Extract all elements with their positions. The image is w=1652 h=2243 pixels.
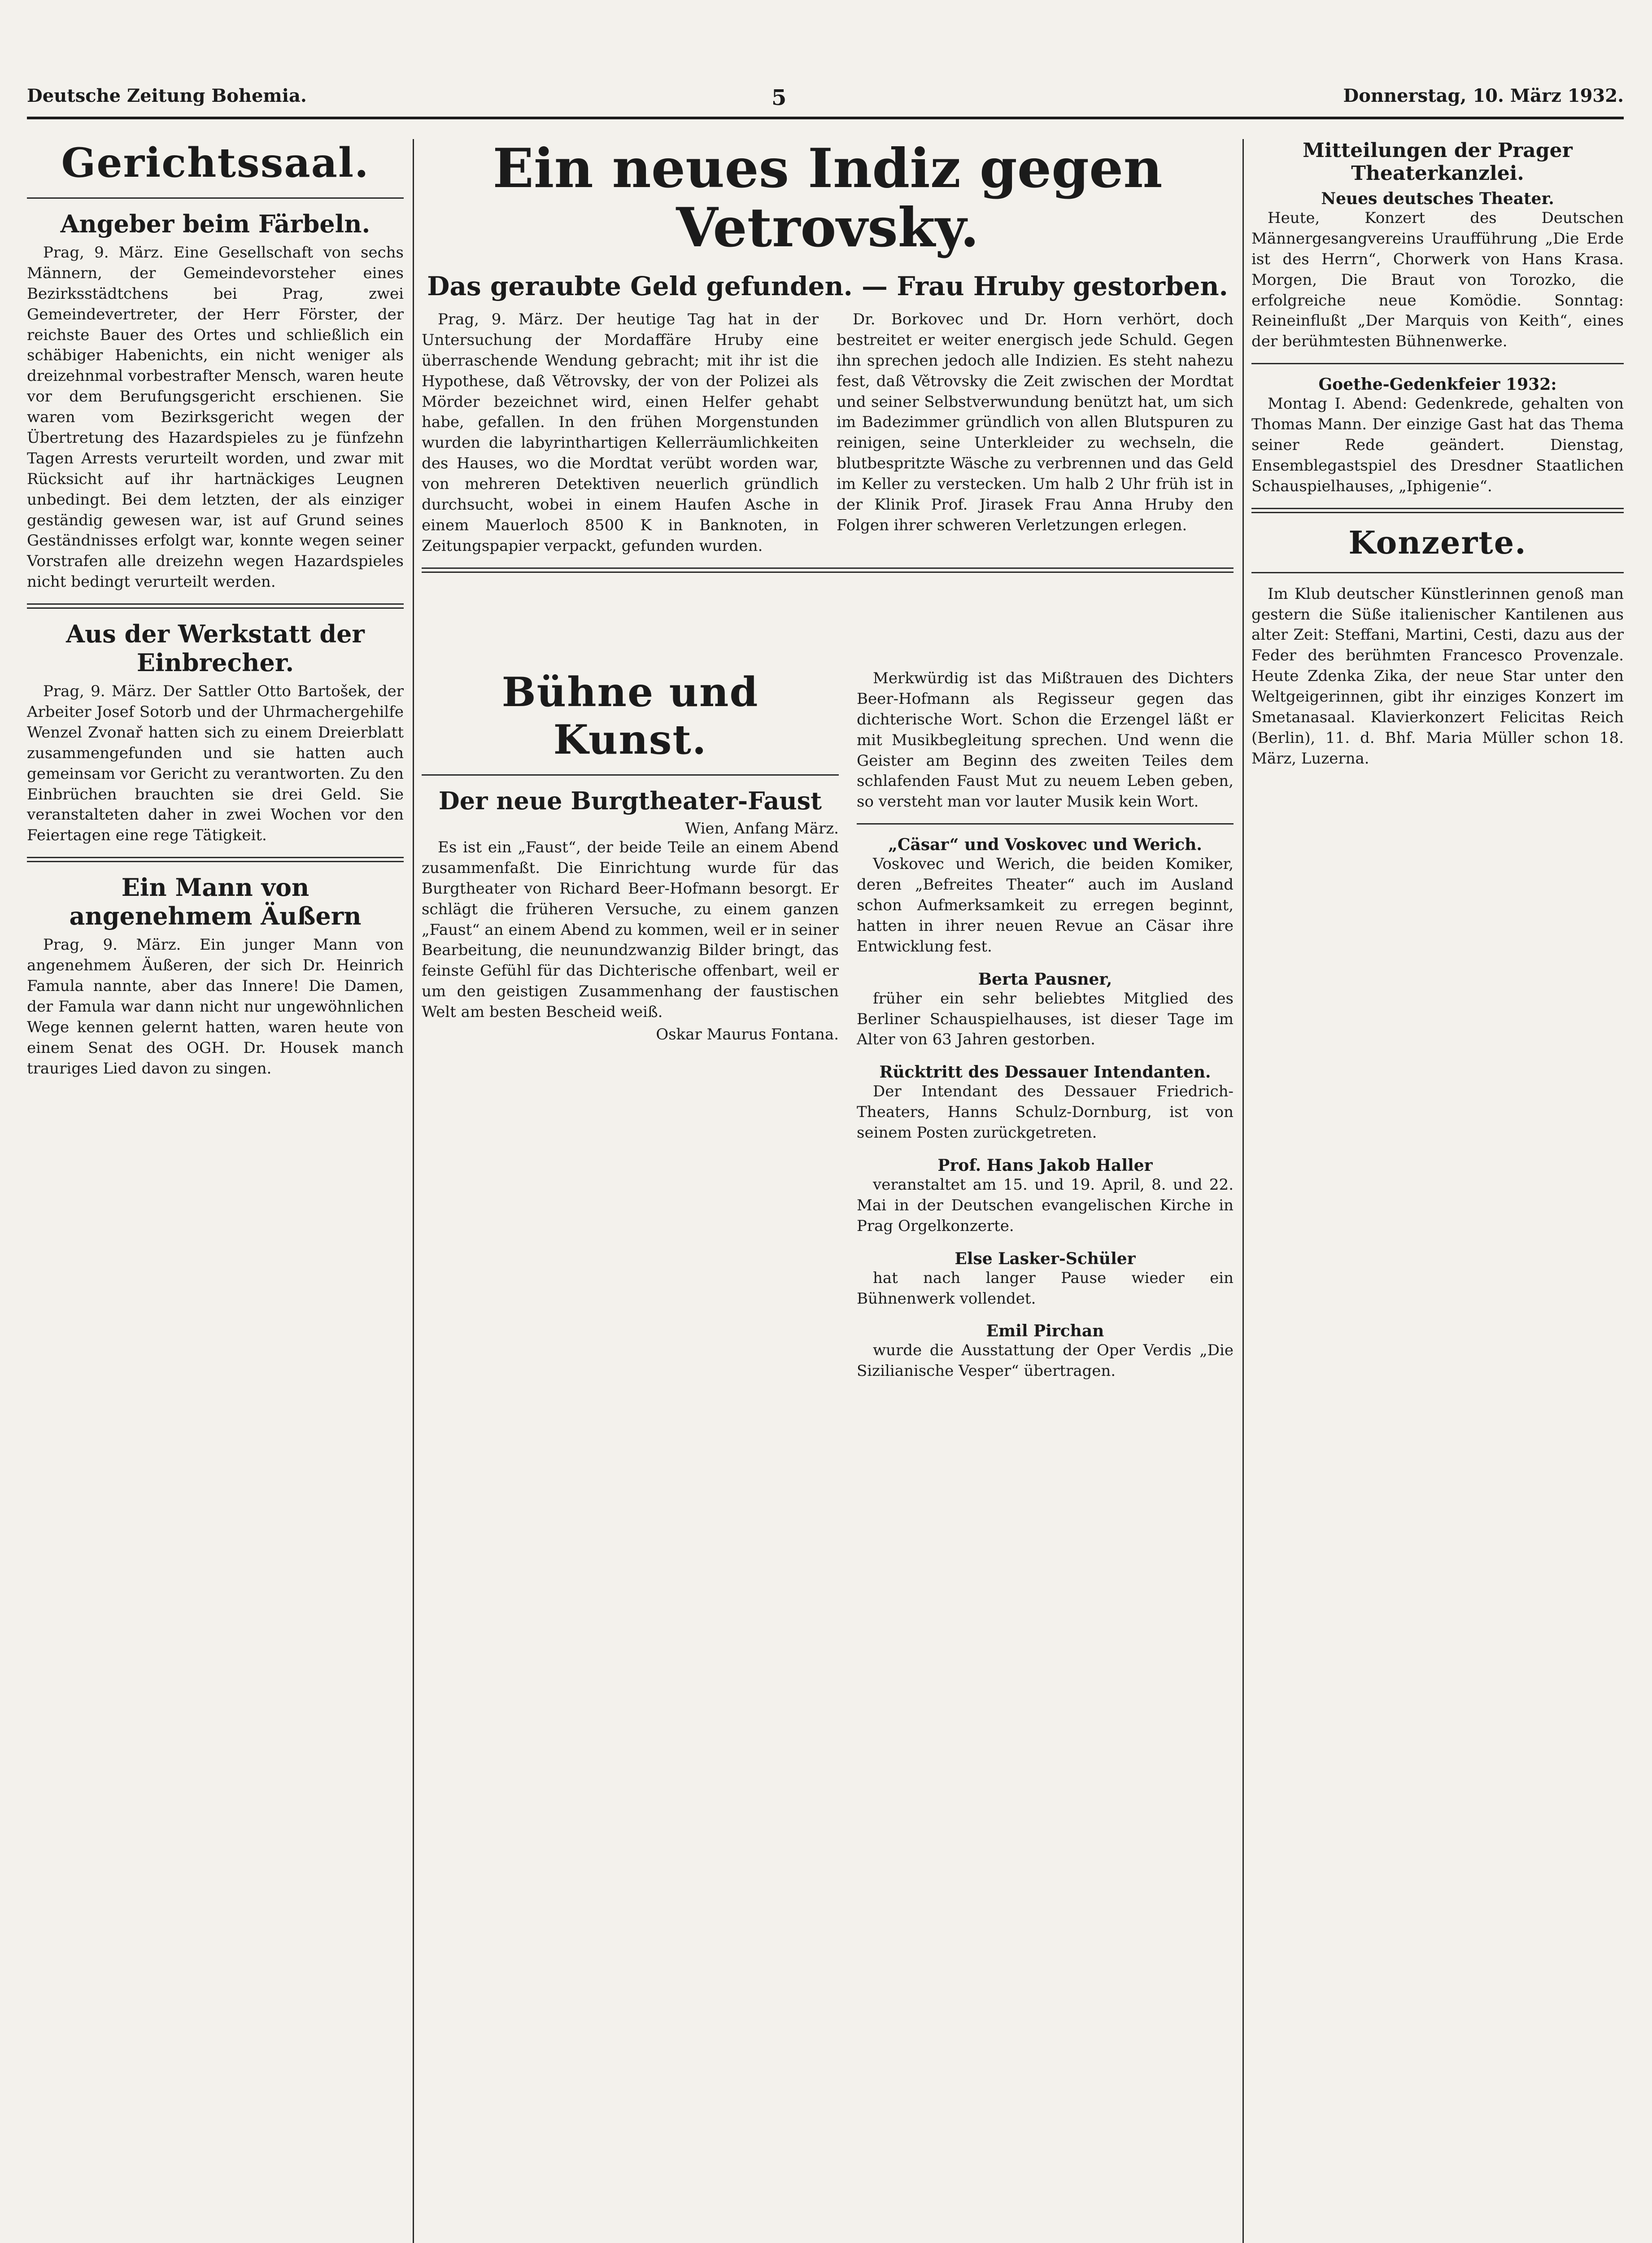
spacer xyxy=(857,1143,1234,1152)
theater-announcements xyxy=(1251,139,1624,769)
article-title-pleasant-man: Ein Mann von angenehmem Äußern xyxy=(69,873,362,931)
note-item xyxy=(857,835,1234,957)
note-text: hat nach langer Pause wieder ein Bühnenwerk vollendet. xyxy=(857,1269,1234,1308)
spacer xyxy=(857,1309,1234,1317)
article-text-faust: Es ist ein „Faust“, der beide Teile an einem Abend zusammenfaßt. Die Einrichtung wurde für das Burgtheater von Richard Beer-Hofmann besorgt. Er schlägt die früheren Versuche, zu einem ganzen „Faust“ an einem Abend zu kommen, weil er in seiner Bearbeitung, die neunundzwanzig Bilder bringt, das feinste Gefühl für das Dichterische offenbart, weil er um den geistigen Zusammenhang der faustischen Welt am besten Bescheid weiß. xyxy=(422,838,839,1021)
newspaper-name: Deutsche Zeitung Bohemia. xyxy=(27,85,307,106)
note-text: wurde die Ausstattung der Oper Verdis „Die Sizilianische Vesper“ übertragen. xyxy=(857,1341,1234,1380)
issue-date: Donnerstag, 10. März 1932. xyxy=(1343,85,1624,106)
note-text: Voskovec und Werich, die beiden Komiker, deren „Befreites Theater“ auch im Ausland schon Aufmerksamkeit zu erregen beginnt, hatten in ihrer neuen Revue an Cäsar ihre Entwicklung fest. xyxy=(857,855,1234,956)
note-item xyxy=(857,970,1234,1051)
lead-col-1 xyxy=(422,310,819,557)
section-title-stage: Bühne und Kunst. xyxy=(501,668,759,764)
note-text: früher ein sehr beliebtes Mitglied des Berliner Schauspielhauses, ist dieser Tage im Alter von 63 Jahren gestorben. xyxy=(857,989,1234,1049)
spacer xyxy=(857,957,1234,965)
section-title-court: Gerichtssaal. xyxy=(61,139,370,187)
section-title-concerts: Konzerte. xyxy=(1348,524,1527,561)
section-title-theater: Mitteilungen der Prager Theaterkanzlei. xyxy=(1303,139,1573,185)
lead-story xyxy=(422,139,1234,584)
lead-text-2: Dr. Borkovec und Dr. Horn verhört, doch bestreitet er weiter energisch jede Schuld. Gegen ihn sprechen jedoch alle Indizien. Es steht nahezu fest, daß Větrovsky die Zeit zwischen der Mordtat und seiner Selbstverwundung benützt hat, um sich im Badezimmer gründlich von allen Blutspuren zu reinigen, seine Unterkleider zu wechseln, die blutbespritzte Wäsche zu verbrennen und das Geld im Keller zu verstecken. Um halb 2 Uhr früh ist in der Klinik Prof. Jirasek Frau Anna Hruby den Folgen ihrer schweren Verletzungen erlegen. xyxy=(837,310,1234,534)
theater-subtitle: Neues deutsches Theater. xyxy=(1321,189,1554,208)
divider xyxy=(27,603,404,609)
divider xyxy=(1251,572,1624,573)
lead-headline: Ein neues Indiz gegen Vetrovsky. xyxy=(493,137,1163,259)
masthead xyxy=(27,85,1624,108)
note-title: Prof. Hans Jakob Haller xyxy=(937,1156,1153,1175)
article-title-informer: Angeber beim Färbeln. xyxy=(60,209,371,238)
lead-col-2 xyxy=(837,310,1234,557)
article-title-burglars: Aus der Werkstatt der Einbrecher. xyxy=(66,620,365,677)
goethe-title: Goethe-Gedenkfeier 1932: xyxy=(1318,375,1557,394)
note-item xyxy=(857,1063,1234,1143)
column-rule-1 xyxy=(413,139,414,2243)
note-item xyxy=(857,1249,1234,1309)
article-title-faust: Der neue Burgtheater-Faust xyxy=(438,786,822,815)
lead-columns xyxy=(422,310,1234,557)
divider xyxy=(1251,508,1624,513)
culture-notes xyxy=(857,668,1234,1382)
note-title: Else Lasker-Schüler xyxy=(955,1249,1136,1268)
faust-continued: Merkwürdig ist das Mißtrauen des Dichters Beer-Hofmann als Regisseur gegen das dichterische Wort. Schon die Erzengel läßt er mit Musikbegleitung sprechen. Und wenn die Geister am Beginn des zweiten Teiles dem schlafenden Faust Mut zu neuem Leben geben, so versteht man vor lauter Musik kein Wort. xyxy=(857,669,1234,811)
divider xyxy=(1251,363,1624,364)
divider xyxy=(27,197,404,199)
article-text-informer: Prag, 9. März. Eine Gesellschaft von sechs Männern, der Gemeindevorsteher eines Bezirksstädtchens bei Prag, zwei Gemeindevertreter, der Herr Förster, der reichste Bauer des Ortes und schließlich ein schäbiger Habenichts, ein nicht weniger als dreizehnmal vorbestrafter Mensch, waren heute vor dem Berufungsgericht erschienen. Sie waren vom Bezirksgericht wegen der Übertretung des Hazardspieles zu je fünfzehn Tagen Arrests verurteilt worden, und zwar mit Rücksicht auf ihr hartnäckiges Leugnen unbedingt. Bei dem letzten, der als einziger geständig gewesen war, ist auf Grund seines Geständnisses erfolgt war, konnte wegen seiner Vorstrafen alle dreizehn wegen Hazardspieles nicht bedingt verurteilt werden. xyxy=(27,244,404,591)
divider xyxy=(422,567,1234,573)
spacer xyxy=(857,1237,1234,1245)
note-title: Rücktritt des Dessauer Intendanten. xyxy=(879,1063,1211,1082)
lead-text-1: Prag, 9. März. Der heutige Tag hat in der Untersuchung der Mordaffäre Hruby eine überraschende Wendung gebracht; mit ihr ist die Hypothese, daß Větrovsky, der von der Polizei als Mörder bezeichnet wird, einen Helfer gehabt habe, gefallen. In den frühen Morgenstunden wurden die labyrinthartigen Kellerräumlichkeiten des Hauses, wo die Mordtat verübt worden war, von mehreren Detektiven neuerlich gründlich durchsucht, wobei in einem Haufen Asche in einem Mauerloch 8500 K in Banknoten, in Zeitungspapier verpackt, gefunden wurden. xyxy=(422,310,819,555)
note-title: Berta Pausner, xyxy=(978,969,1112,989)
concerts-text: Im Klub deutscher Künstlerinnen genoß man gestern die Süße italienischer Kantilenen aus alter Zeit: Steffani, Martini, Cesti, dazu aus der Feder des berühmten Francesco Provenzale. Heute Zdenka Zika, der neue Star unter den Weltgeigerinnen, gibt ihr einziges Konzert im Smetanasaal. Klavierkonzert Felicitas Reich (Berlin), 11. d. Bhf. Maria Müller schon 18. März, Luzerna. xyxy=(1251,585,1624,768)
divider xyxy=(27,857,404,862)
dateline: Wien, Anfang März. xyxy=(685,820,839,838)
theater-text: Heute, Konzert des Deutschen Männergesangvereins Uraufführung „Die Erde ist des Herrn“, Chorwerk von Hans Krasa. Morgen, Die Braut von Torozko, die erfolgreiche neue Komödie. Sonntag: Reineinflußt „Der Marquis von Keith“, eines der berühmtesten Bühnenwerke. xyxy=(1251,209,1624,351)
article-text-pleasant-man: Prag, 9. März. Ein junger Mann von angenehmem Äußeren, der sich Dr. Heinrich Famula nannte, aber das Innere! Die Damen, der Famula war dann nicht nur ungewöhnlichen Wege kennen gelernt hatten, waren heute von einem Senat des OGH. Dr. Housek manch trauriges Lied davon zu singen. xyxy=(27,936,404,1078)
spacer xyxy=(422,301,1234,310)
divider xyxy=(857,823,1234,825)
stage-and-art-section xyxy=(422,668,839,1043)
note-text: Der Intendant des Dessauer Friedrich-Theaters, Hanns Schulz-Dornburg, ist von seinem Posten zurückgetreten. xyxy=(857,1082,1234,1142)
article-text-burglars: Prag, 9. März. Der Sattler Otto Bartošek, der Arbeiter Josef Sotorb und der Uhrmachergehilfe Wenzel Zvonař hatten sich zu einem Dreierblatt zusammengefunden und sie hatten auch gemeinsam vor Gericht zu verantworten. Zu den Einbrüchen brauchten sie drei Geld. Sie veranstalteten daher in zwei Wochen vor den Feiertagen eine rege Tätigkeit. xyxy=(27,682,404,845)
masthead-rule xyxy=(27,117,1624,119)
note-item xyxy=(857,1156,1234,1237)
note-title: Emil Pirchan xyxy=(986,1322,1104,1341)
note-item xyxy=(857,1322,1234,1382)
note-title: „Cäsar“ und Voskovec und Werich. xyxy=(888,835,1202,855)
note-text: veranstaltet am 15. und 19. April, 8. und 22. Mai in der Deutschen evangelischen Kirche in Prag Orgelkonzerte. xyxy=(857,1176,1234,1235)
column-rule-3 xyxy=(1242,139,1244,2243)
goethe-text: Montag I. Abend: Gedenkrede, gehalten von Thomas Mann. Der einzige Gast hat das Thema seiner Rede geändert. Dienstag, Ensemblegastspiel des Dresdner Staatlichen Schauspielhauses, „Iphigenie“. xyxy=(1251,395,1624,495)
lead-subheadline: Das geraubte Geld gefunden. — Frau Hruby gestorben. xyxy=(427,271,1228,301)
divider xyxy=(422,774,839,776)
court-section xyxy=(27,139,404,1079)
spacer xyxy=(857,1050,1234,1058)
author-byline: Oskar Maurus Fontana. xyxy=(656,1025,839,1044)
page-number: 5 xyxy=(772,85,787,110)
